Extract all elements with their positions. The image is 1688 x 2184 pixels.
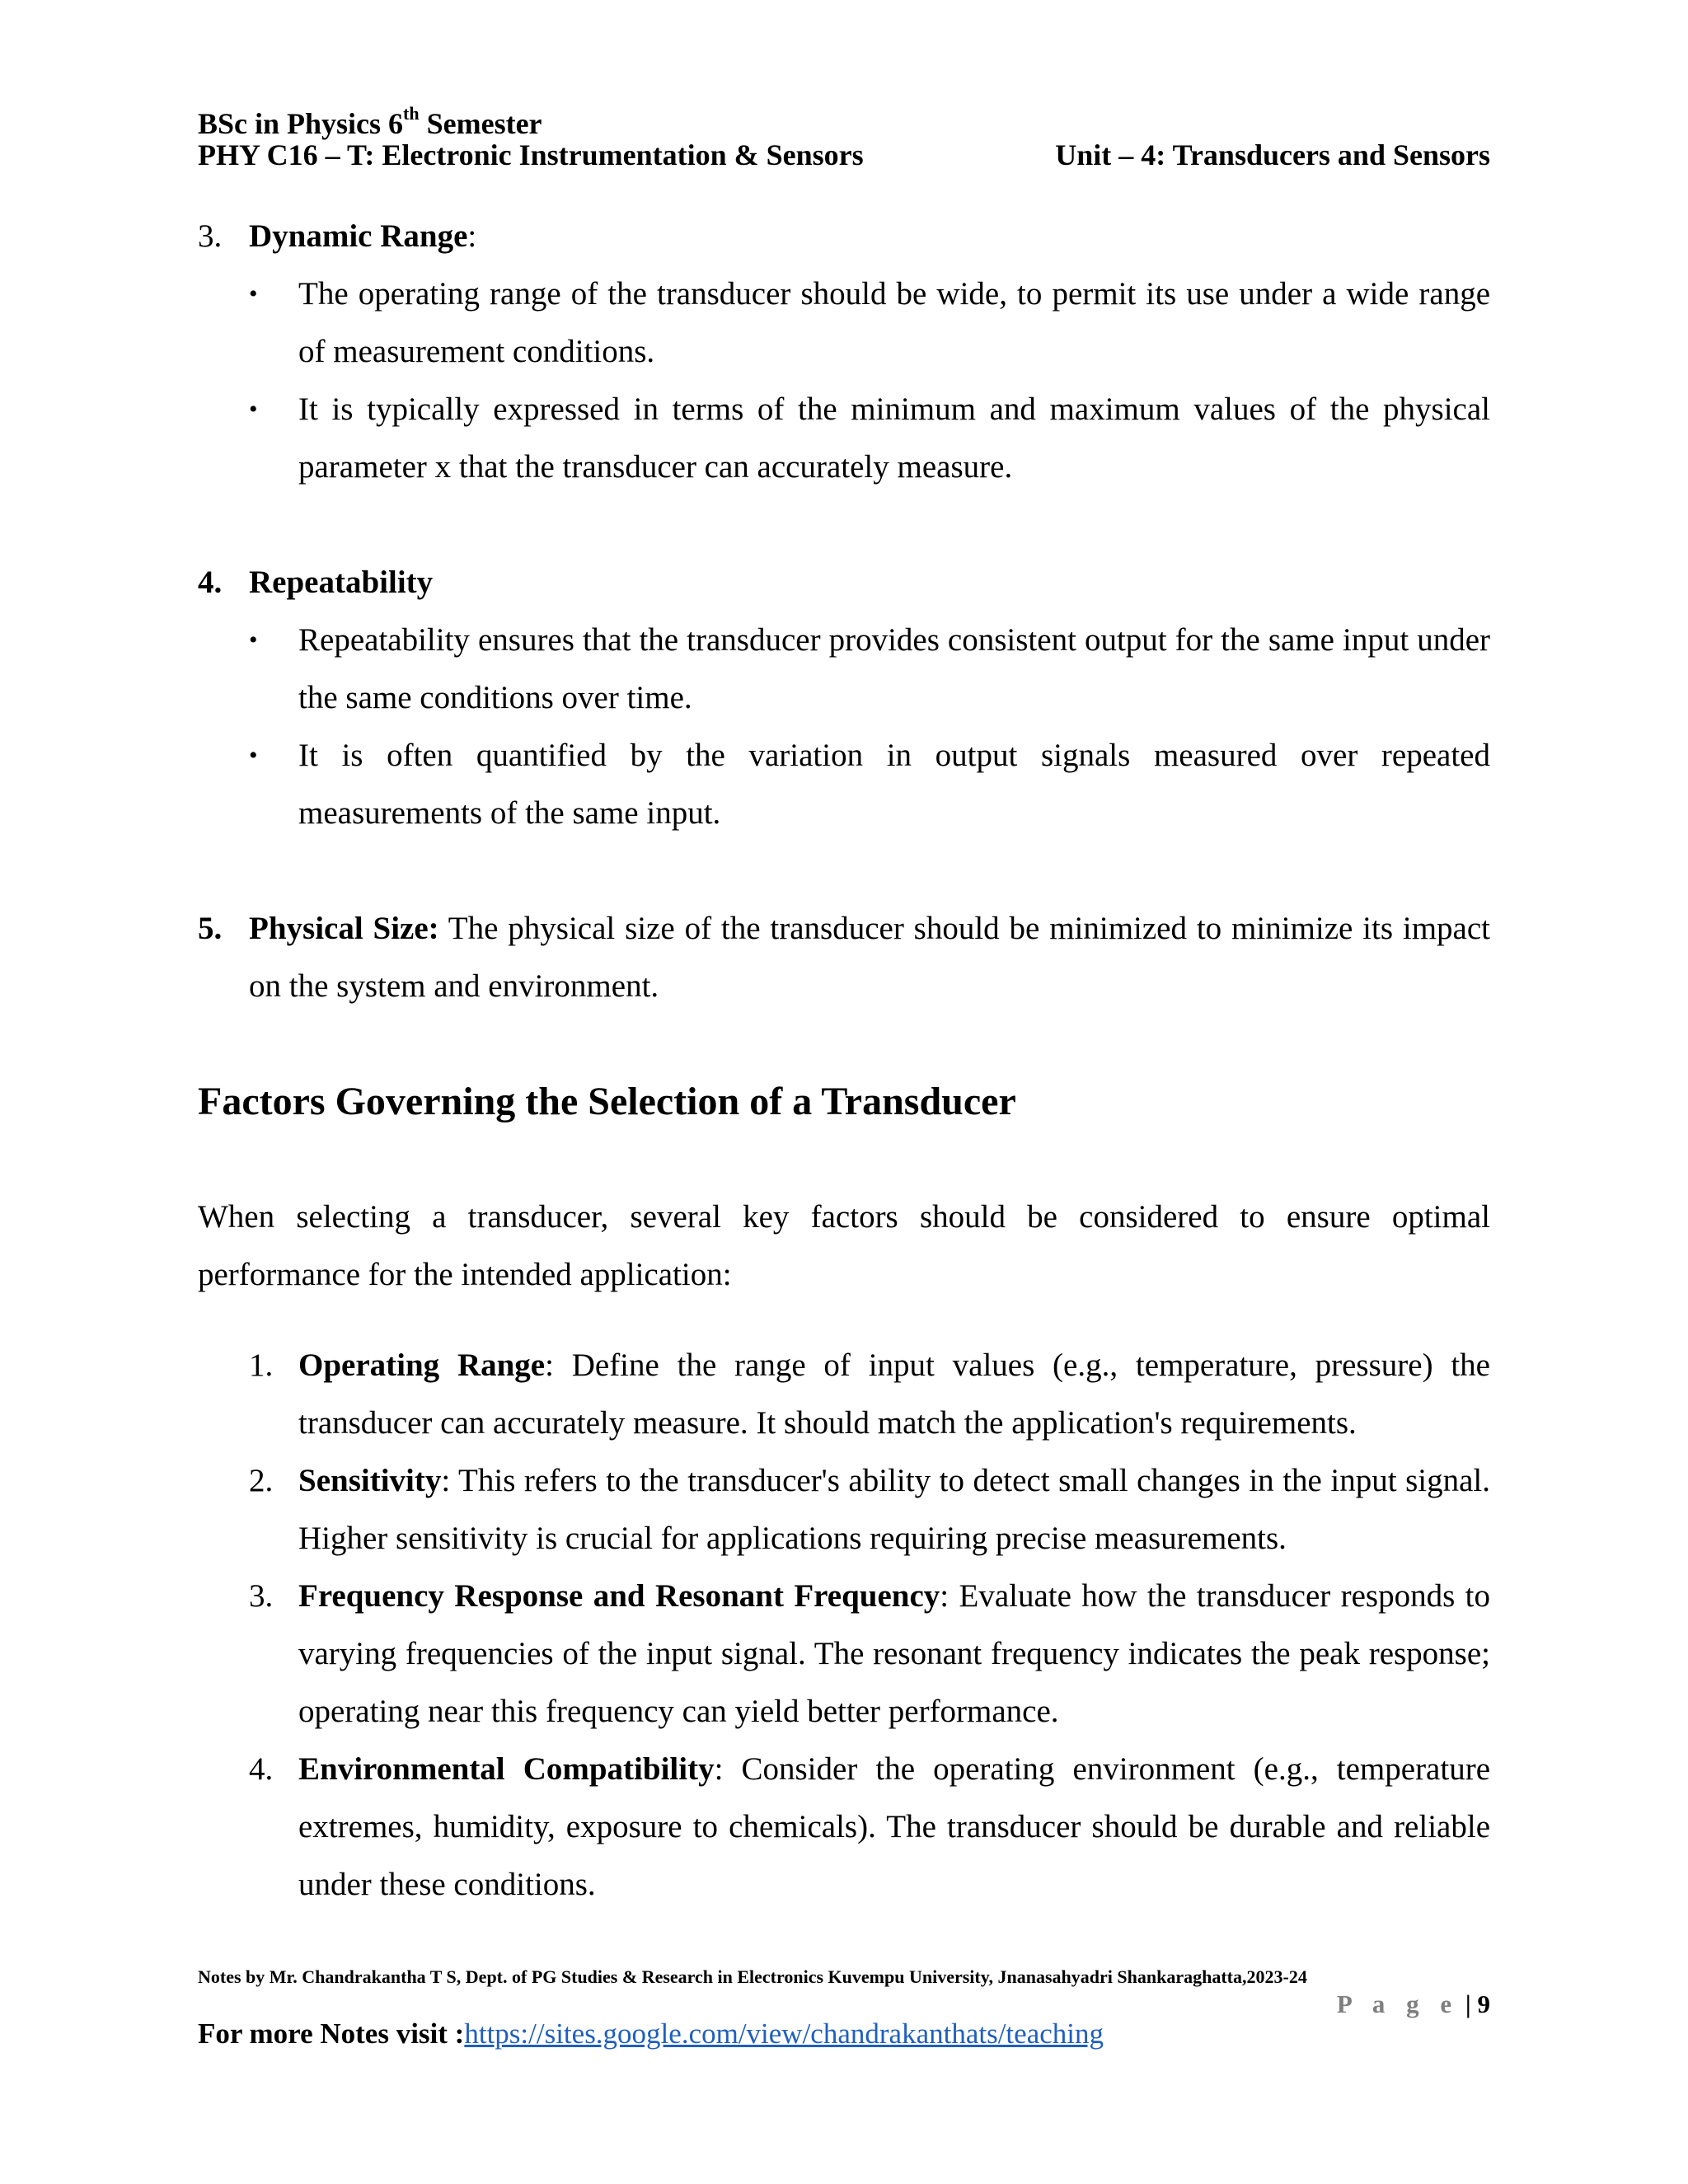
- section-heading: Factors Governing the Selection of a Transducer: [198, 1080, 1016, 1123]
- bullet-item: • Repeatability ensures that the transducer provides consistent output for the same input under the same conditions over time.: [249, 612, 1490, 727]
- factor-item-sensitivity: 2. Sensitivity: This refers to the transducer's ability to detect small changes in the input signal. Higher sensitivity is crucial for applications requiring precise measurements.: [249, 1463, 1490, 1556]
- paper-title: PHY C16 – T: Electronic Instrumentation & Sensors: [198, 138, 864, 171]
- unit-title: Unit – 4: Transducers and Sensors: [1055, 138, 1490, 171]
- notes-link[interactable]: https://sites.google.com/view/chandrakanthats/teaching: [464, 2018, 1104, 2050]
- factor-item-frequency-response: 3. Frequency Response and Resonant Frequency: Evaluate how the transducer responds to varying frequencies of the input signal. The resonant frequency indicates the peak response; operating near this frequency can yield better performance.: [249, 1578, 1490, 1729]
- bullet-icon: •: [249, 396, 258, 423]
- factor-item-environmental-compatibility: 4. Environmental Compatibility: Consider the operating environment (e.g., temperature extremes, humidity, exposure to chemicals). The transducer should be durable and reliable under these conditions.: [249, 1751, 1490, 1902]
- bullet-icon: •: [249, 626, 258, 654]
- bullet-item: • The operating range of the transducer should be wide, to permit its use under a wide range of measurement conditions.: [249, 265, 1490, 381]
- bullet-list: [198, 265, 1490, 496]
- list-item-physical-size: 5. Physical Size: The physical size of the transducer should be minimized to minimize its impact on the system and environment.: [198, 911, 1490, 1004]
- list-item-dynamic-range: 3. Dynamic Range:: [198, 218, 477, 254]
- bullet-icon: •: [249, 742, 258, 769]
- bullet-list: [198, 612, 1490, 842]
- intro-paragraph: When selecting a transducer, several key factors should be considered to ensure optimal performance for the intended application:: [198, 1199, 1490, 1292]
- bullet-icon: •: [249, 280, 258, 307]
- footer-notes: Notes by Mr. Chandrakantha T S, Dept. of PG Studies & Research in Electronics Kuvempu University, Jnanasahyadri Shankaraghatta,2023-24: [198, 1966, 1307, 1987]
- list-item-repeatability: 4. Repeatability: [198, 565, 434, 600]
- bullet-item: • It is often quantified by the variation in output signals measured over repeated measurements of the same input.: [249, 727, 1490, 842]
- factor-item-operating-range: 1. Operating Range: Define the range of input values (e.g., temperature, pressure) the transducer can accurately measure. It should match the application's requirements.: [249, 1347, 1490, 1441]
- footer-visit: For more Notes visit :https://sites.google.com/view/chandrakanthats/teaching: [198, 2018, 1104, 2050]
- course-title: BSc in Physics 6th Semester: [198, 103, 542, 140]
- bullet-item: • It is typically expressed in terms of the minimum and maximum values of the physical parameter x that the transducer can accurately measure.: [249, 381, 1490, 496]
- main-content: [198, 208, 1490, 1914]
- page-number: P a g e | 9: [1336, 1990, 1490, 2018]
- factors-list: [198, 1337, 1490, 1914]
- header-row: [198, 135, 1490, 175]
